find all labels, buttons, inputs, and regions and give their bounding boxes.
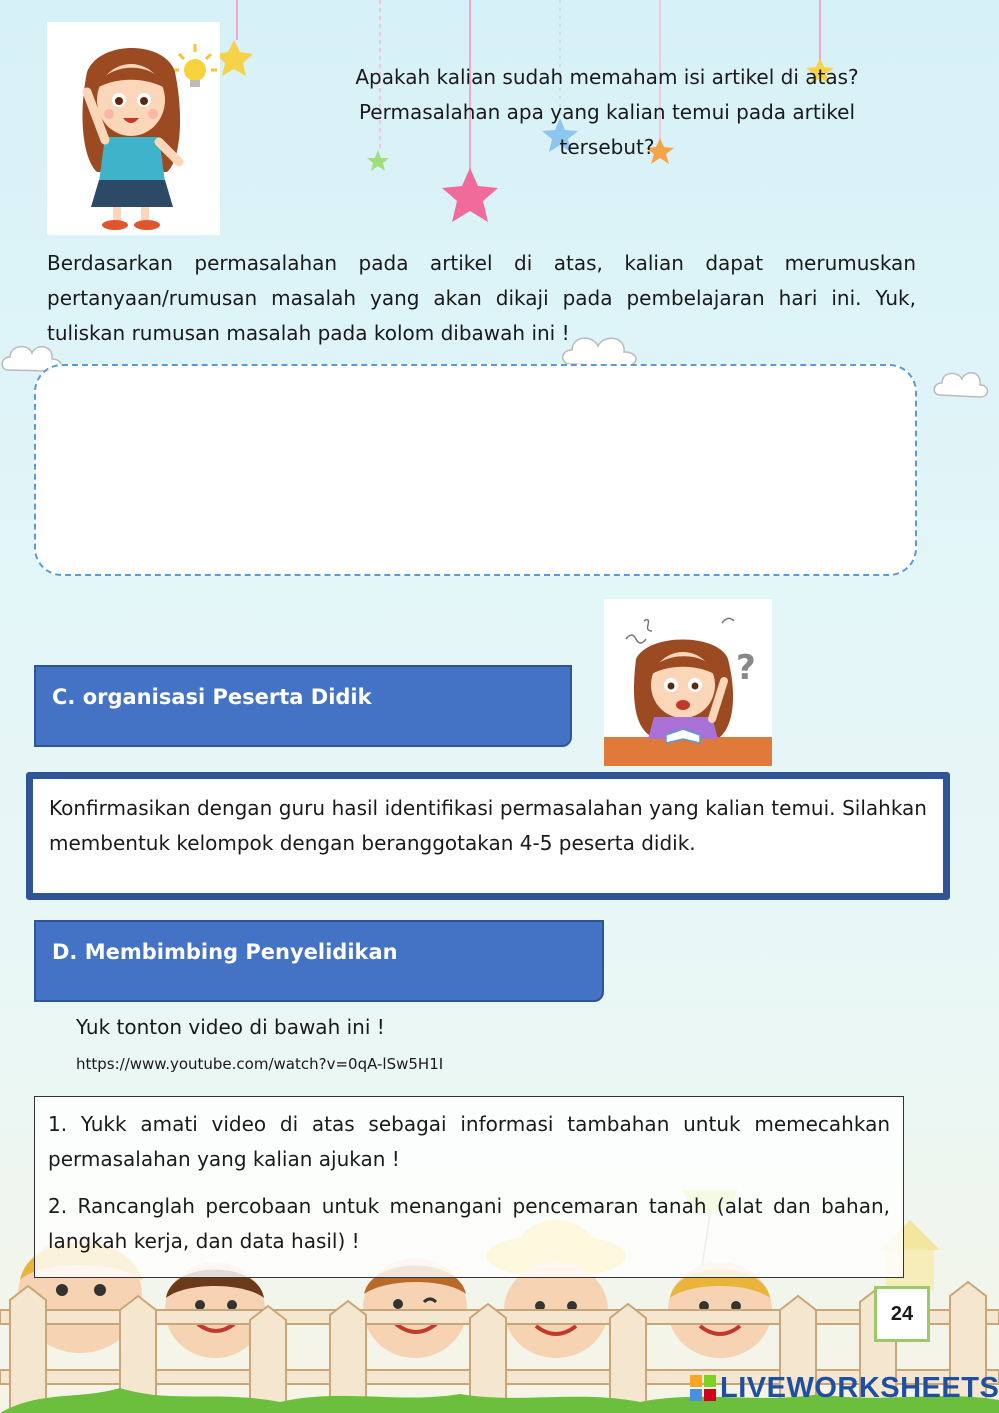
section-c-header — [34, 665, 572, 747]
page-number: 24 — [874, 1286, 930, 1342]
girl-idea-illustration — [47, 22, 220, 235]
cloud-right-decoration — [932, 365, 992, 405]
video-prompt: Yuk tonton video di bawah ini ! — [76, 1015, 385, 1039]
confused-girl-illustration — [604, 599, 772, 766]
section-d-title: D. Membimbing Penyelidikan — [52, 940, 398, 964]
brand-name: LIVEWORKSHEETS — [720, 1371, 999, 1404]
section-c-text: Konfirmasikan dengan guru hasil identifikasi permasalahan yang kalian temui. Silahkan membentuk kelompok dengan beranggotakan 4-5 peserta didik. — [49, 796, 927, 855]
problem-formulation-input[interactable] — [36, 366, 915, 574]
question-mark-icon: ? — [736, 648, 756, 688]
section-d-tasks-box — [34, 1096, 904, 1278]
problem-formulation-box — [34, 364, 917, 576]
liveworksheets-logo — [690, 1370, 999, 1406]
section-c-card — [26, 772, 950, 900]
lightbulb-icon — [173, 44, 217, 87]
intro-question: Apakah kalian sudah memaham isi artikel di atas? Permasalahan apa yang kalian temui pada artikel tersebut? — [355, 65, 859, 159]
video-link[interactable]: https://www.youtube.com/watch?v=0qA-lSw5H1I — [76, 1055, 444, 1073]
task-2: 2. Rancanglah percobaan untuk menangani pencemaran tanah (alat dan bahan, langkah kerja, dan data hasil) ! — [48, 1194, 890, 1253]
liveworksheets-icon — [690, 1375, 716, 1401]
intro-instruction: Berdasarkan permasalahan pada artikel di atas, kalian dapat merumuskan pertanyaan/rumusan masalah yang akan dikaji pada pembelajaran hari ini. Yuk, tuliskan rumusan masalah pada kolom dibawah ini ! — [47, 251, 916, 345]
section-d-header — [34, 920, 604, 1002]
task-1: 1. Yukk amati video di atas sebagai informasi tambahan untuk memecahkan permasalahan yang kalian ajukan ! — [48, 1112, 890, 1171]
section-c-title: C. organisasi Peserta Didik — [52, 685, 372, 709]
